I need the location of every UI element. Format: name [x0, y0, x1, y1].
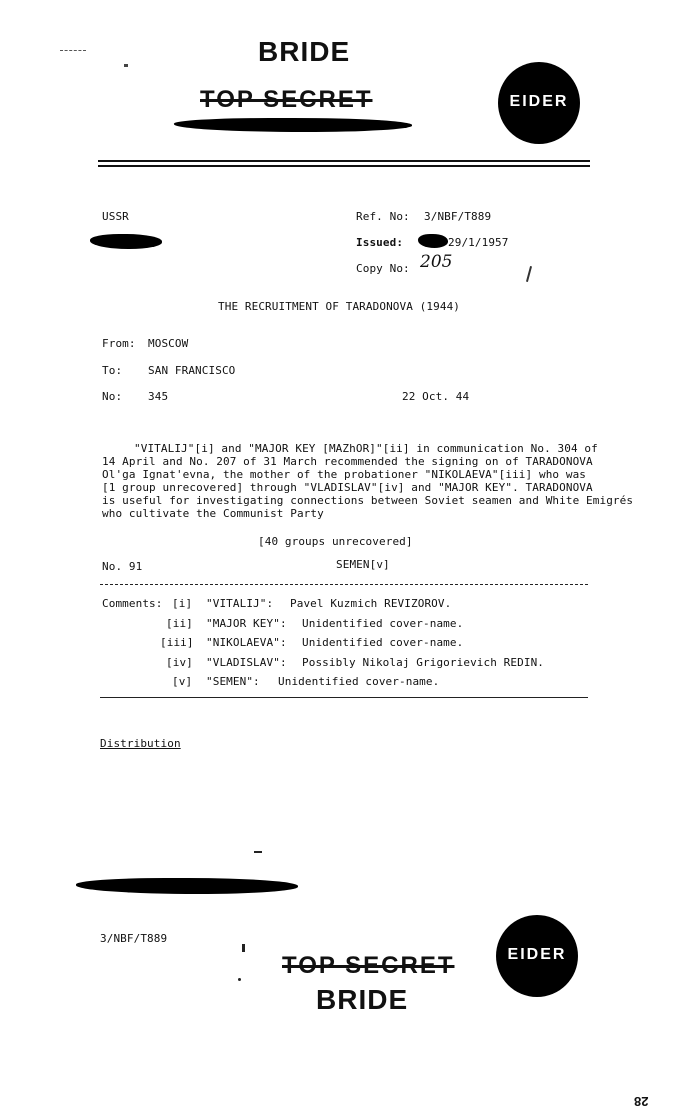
comment-ref: [v]	[172, 675, 193, 688]
comments-rule-bottom	[100, 697, 588, 698]
eider-seal-top	[498, 62, 580, 144]
no-value: 345	[148, 390, 169, 403]
header-rule-2	[98, 165, 590, 167]
message-body	[102, 442, 634, 520]
codename-footer: BRIDE	[316, 984, 409, 1015]
signature: SEMEN[v]	[336, 558, 390, 571]
stray-mark	[238, 978, 241, 981]
message-line: "VITALIJ"[i] and "MAJOR KEY [MAZhOR]"[ii] in communication No. 304 of	[134, 442, 598, 455]
stray-mark	[254, 851, 262, 853]
comment-name: "MAJOR KEY":	[206, 617, 287, 630]
message-line: is useful for investigating connections between Soviet seamen and White Emigrés	[102, 494, 634, 507]
from-label: From:	[102, 337, 136, 350]
no-label: No:	[102, 390, 123, 403]
comment-note: Unidentified cover-name.	[278, 675, 440, 688]
redaction-meta	[90, 234, 162, 249]
to-value: SAN FRANCISCO	[148, 364, 236, 377]
comments-label: Comments:	[102, 597, 163, 610]
ref-label: Ref. No:	[356, 210, 410, 223]
comments-rule-top	[100, 584, 588, 585]
redaction-header	[174, 118, 412, 132]
comment-note: Unidentified cover-name.	[302, 617, 464, 630]
message-line: 14 April and No. 207 of 31 March recommended the signing on of TARADONOVA	[102, 455, 593, 468]
classification-footer: TOP SECRET	[282, 952, 455, 979]
redaction-footer	[76, 878, 298, 894]
message-line: [1 group unrecovered] through "VLADISLAV"[iv] and "MAJOR KEY". TARADONOVA	[102, 481, 593, 494]
comment-name: "VLADISLAV":	[206, 656, 287, 669]
issued-label: Issued:	[356, 236, 404, 249]
footer-ref: 3/NBF/T889	[100, 932, 168, 945]
copy-value: 205	[420, 252, 453, 272]
page-mark: 28	[634, 1094, 649, 1109]
ref-value: 3/NBF/T889	[424, 210, 492, 223]
seal-text: EIDER	[509, 93, 569, 110]
document-title: THE RECRUITMENT OF TARADONOVA (1944)	[218, 300, 461, 313]
eider-seal-bottom	[496, 915, 578, 997]
copy-label: Copy No:	[356, 262, 410, 275]
distribution-label: Distribution	[100, 737, 181, 750]
comment-ref: [iii]	[160, 636, 194, 649]
header-rule-1	[98, 160, 590, 162]
message-number: No. 91	[102, 560, 143, 573]
unrecovered-note: [40 groups unrecovered]	[258, 535, 413, 548]
message-line: Ol'ga Ignat'evna, the mother of the probationer "NIKOLAEVA"[iii] who was	[102, 468, 587, 481]
comment-note: Pavel Kuzmich REVIZOROV.	[290, 597, 452, 610]
comment-note: Possibly Nikolaj Grigorievich REDIN.	[302, 656, 545, 669]
to-label: To:	[102, 364, 123, 377]
comment-name: "SEMEN":	[206, 675, 260, 688]
issued-value: 29/1/1957	[448, 236, 509, 249]
comment-name: "VITALIJ":	[206, 597, 274, 610]
from-value: MOSCOW	[148, 337, 189, 350]
message-line: who cultivate the Communist Party	[102, 507, 324, 520]
comment-name: "NIKOLAEVA":	[206, 636, 287, 649]
comment-ref: [iv]	[166, 656, 193, 669]
scan-speck	[60, 50, 86, 52]
pen-mark	[526, 266, 532, 282]
redaction-issued	[418, 234, 448, 248]
comment-ref: [ii]	[166, 617, 193, 630]
scan-speck	[124, 64, 128, 67]
comment-ref: [i]	[172, 597, 193, 610]
stray-mark	[242, 944, 245, 952]
country-label: USSR	[102, 210, 129, 223]
comment-note: Unidentified cover-name.	[302, 636, 464, 649]
message-date: 22 Oct. 44	[402, 390, 470, 403]
classification-header: TOP SECRET	[200, 86, 373, 113]
seal-text: EIDER	[507, 946, 567, 963]
codename-header: BRIDE	[258, 36, 351, 67]
